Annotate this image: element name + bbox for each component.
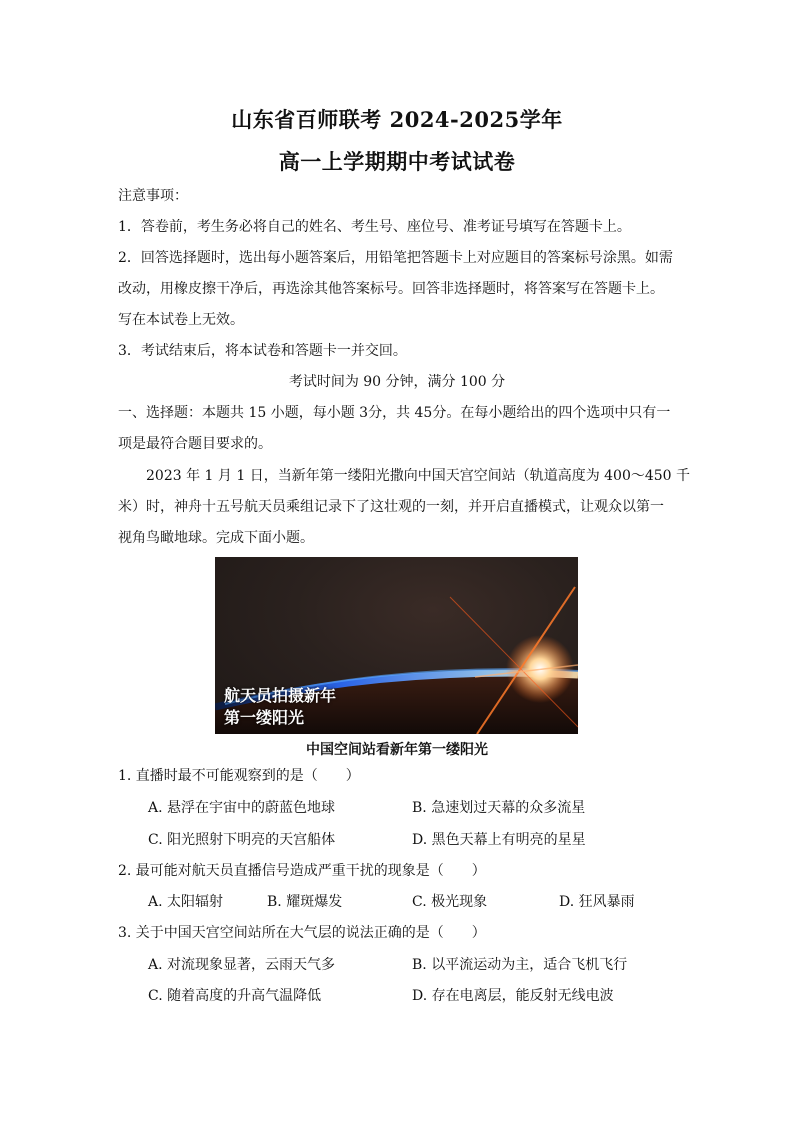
question-2-option-d[interactable]: D. 狂风暴雨 <box>559 894 635 910</box>
section-heading-line2: 项是最符合题目要求的。 <box>118 436 272 452</box>
question-3-stem: 3. 关于中国天宫空间站所在大气层的说法正确的是（ ） <box>118 925 486 941</box>
question-1-option-d[interactable]: D. 黑色天幕上有明亮的星星 <box>412 832 586 848</box>
passage-line2: 米）时，神舟十五号航天员乘组记录下了这壮观的一刻，并开启直播模式，让观众以第一 <box>118 499 664 515</box>
question-2-stem: 2. 最可能对航天员直播信号造成严重干扰的现象是（ ） <box>118 863 486 879</box>
question-2-option-a[interactable]: A. 太阳辐射 <box>148 894 224 910</box>
section-heading-line1: 一、选择题：本题共 15 小题，每小题 3分，共 45分。在每小题给出的四个选项中只有一 <box>118 405 671 421</box>
question-2-option-b[interactable]: B. 耀斑爆发 <box>267 894 343 910</box>
exam-info: 考试时间为 90 分钟，满分 100 分 <box>288 374 506 390</box>
space-station-photo <box>215 557 578 734</box>
figure-title: 中国空间站看新年第一缕阳光 <box>306 742 488 758</box>
question-3-option-a[interactable]: A. 对流现象显著，云雨天气多 <box>148 957 336 973</box>
passage-line1: 2023 年 1 月 1 日，当新年第一缕阳光撒向中国天宫空间站（轨道高度为 400～450 千 <box>146 468 691 484</box>
question-3-option-c[interactable]: C. 随着高度的升高气温降低 <box>148 988 322 1004</box>
exam-title-line1: 山东省百师联考 2024-2025学年 <box>231 107 563 132</box>
photo-caption <box>224 685 336 729</box>
photo-caption-line1: 航天员拍摄新年 <box>224 686 337 705</box>
question-3-option-d[interactable]: D. 存在电离层，能反射无线电波 <box>412 988 614 1004</box>
question-1-option-a[interactable]: A. 悬浮在宇宙中的蔚蓝色地球 <box>148 800 336 816</box>
notice-heading: 注意事项： <box>118 188 188 204</box>
question-3-option-b[interactable]: B. 以平流运动为主，适合飞机飞行 <box>412 957 628 973</box>
photo-caption-line2: 第一缕阳光 <box>224 708 305 727</box>
passage-line3: 视角鸟瞰地球。完成下面小题。 <box>118 530 314 546</box>
question-1-stem: 1. 直播时最不可能观察到的是（ ） <box>118 768 360 784</box>
question-1-option-c[interactable]: C. 阳光照射下明亮的天宫船体 <box>148 832 336 848</box>
notice-item-1: 1．答卷前，考生务必将自己的姓名、考生号、座位号、准考证号填写在答题卡上。 <box>118 219 631 235</box>
question-2-option-c[interactable]: C. 极光现象 <box>412 894 488 910</box>
question-1-option-b[interactable]: B. 急速划过天幕的众多流星 <box>412 800 586 816</box>
notice-item-2-line2: 改动，用橡皮擦干净后，再选涂其他答案标号。回答非选择题时，将答案写在答题卡上。 <box>118 281 664 297</box>
exam-title-line2: 高一上学期期中考试试卷 <box>278 149 516 174</box>
notice-item-2-line1: 2．回答选择题时，选出每小题答案后，用铅笔把答题卡上对应题目的答案标号涂黑。如需 <box>118 250 673 266</box>
notice-item-2-line3: 写在本试卷上无效。 <box>118 312 244 328</box>
notice-item-3: 3．考试结束后，将本试卷和答题卡一并交回。 <box>118 343 407 359</box>
